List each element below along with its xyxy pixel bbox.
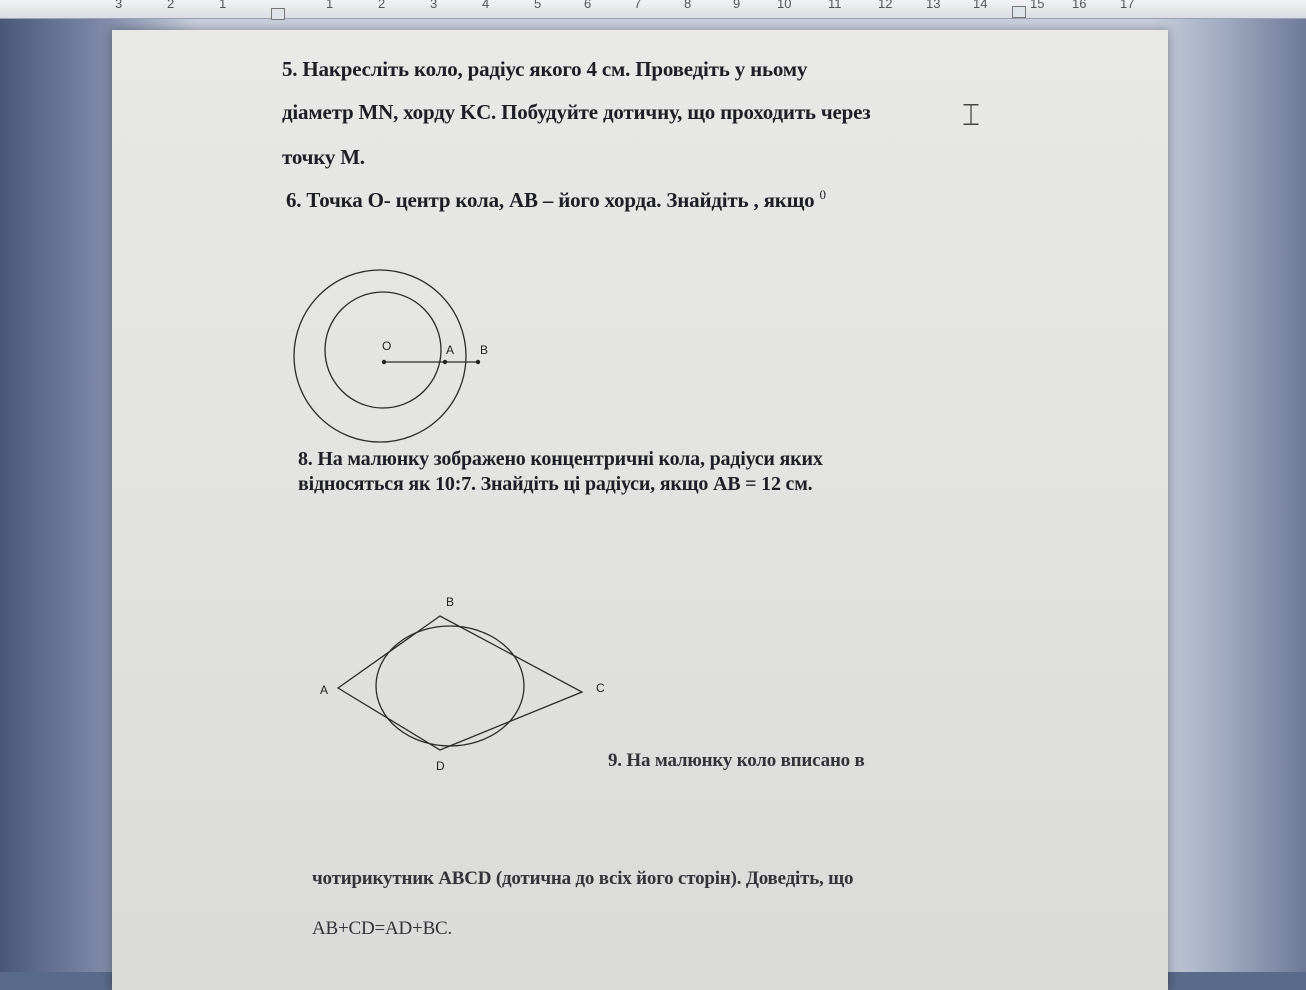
document-page[interactable]	[112, 30, 1168, 990]
ruler-mark: 1	[326, 0, 334, 11]
inscribed-circle	[376, 626, 524, 746]
ruler-mark: 5	[534, 0, 542, 11]
problem-5-line-1: 5. Накресліть коло, радіус якого 4 см. Проведіть у ньому	[282, 57, 808, 81]
ruler-mark: 10	[777, 0, 792, 11]
problem-9-line-1: 9. На малюнку коло вписано в	[608, 750, 865, 771]
ruler-mark: 17	[1120, 0, 1135, 11]
ruler-mark: 2	[378, 0, 386, 11]
problem-6-text: 6. Точка О- центр кола, АВ – його хорда. Знайдіть , якщо	[286, 188, 815, 212]
text-cursor-icon: ⌶	[962, 98, 980, 133]
ruler-mark: 15	[1030, 0, 1045, 11]
problem-5-line-2: діаметр MN, хорду KC. Побудуйте дотичну, що проходить через	[282, 100, 871, 124]
concentric-circles-figure	[290, 266, 510, 446]
horizontal-ruler[interactable]	[0, 0, 1306, 19]
problem-8-line-2: відносяться як 10:7. Знайдіть ці радіуси, якщо AB = 12 см.	[298, 473, 813, 495]
label-c: C	[596, 681, 605, 695]
problem-9-line-2: чотирикутник ABCD (дотична до всіх його сторін). Доведіть, що	[312, 868, 854, 889]
problem-6-line	[286, 187, 826, 213]
problem-5-line-3: точку M.	[282, 145, 365, 169]
ruler-mark: 7	[634, 0, 642, 11]
point-a	[443, 360, 447, 364]
problem-8-line-1: 8. На малюнку зображено концентричні кола, радіуси яких	[298, 448, 823, 470]
problem-9-line-3: AB+CD=AD+BC.	[312, 918, 453, 939]
label-o: O	[382, 339, 392, 353]
ruler-mark: 12	[878, 0, 893, 11]
label-a: A	[320, 683, 329, 697]
label-a: A	[446, 343, 455, 357]
ruler-mark: 13	[926, 0, 941, 11]
right-indent-marker-icon[interactable]	[1012, 6, 1026, 18]
indent-marker-icon[interactable]	[271, 8, 285, 20]
ruler-mark: 3	[430, 0, 438, 11]
ruler-mark: 11	[828, 0, 842, 11]
point-o	[382, 360, 386, 364]
label-b: B	[480, 343, 489, 357]
label-d: D	[436, 759, 445, 773]
ruler-mark: 6	[584, 0, 592, 11]
point-b	[476, 360, 480, 364]
ruler-mark: 14	[973, 0, 988, 11]
inscribed-circle-figure	[312, 588, 622, 778]
label-b: B	[446, 595, 455, 609]
ruler-mark: 3	[115, 0, 123, 11]
ruler-mark: 2	[167, 0, 175, 11]
quadrilateral-abcd	[338, 616, 582, 750]
ruler-mark: 16	[1072, 0, 1087, 11]
degree-superscript: 0	[819, 187, 826, 202]
ruler-mark: 4	[482, 0, 490, 11]
ruler-mark: 8	[684, 0, 692, 11]
ruler-mark: 9	[733, 0, 741, 11]
ruler-mark: 1	[219, 0, 227, 11]
